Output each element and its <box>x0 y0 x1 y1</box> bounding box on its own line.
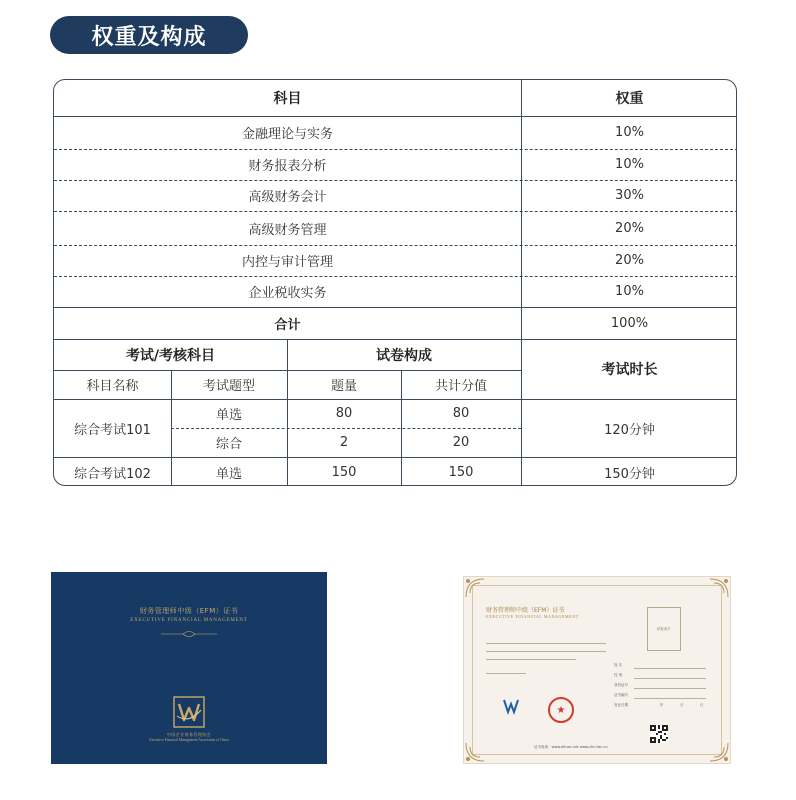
exam-type: 综合 <box>215 437 242 452</box>
exam-type: 单选 <box>215 466 242 482</box>
exam-score: 150 <box>448 464 474 480</box>
row-subject: 高级财务会计 <box>248 190 327 205</box>
header-exam-duration: 考试时长 <box>601 362 658 378</box>
row-subject: 高级财务管理 <box>248 222 327 238</box>
row-weight: 10% <box>615 157 644 172</box>
field-label: 证书编号 <box>614 693 628 697</box>
exam-score: 80 <box>452 406 470 421</box>
corner-ornament-icon <box>464 577 486 599</box>
exam-duration: 120分钟 <box>604 422 655 438</box>
exam-count: 2 <box>339 435 349 450</box>
cover-org-en: Executive Financial Management Association of China <box>149 738 229 742</box>
exam-score: 20 <box>452 435 470 450</box>
subheader-count: 题量 <box>330 379 357 394</box>
row-subject: 财务报表分析 <box>248 159 327 174</box>
photo-placeholder: 粘贴照片 <box>647 607 681 651</box>
total-label: 合计 <box>274 317 301 333</box>
red-seal-icon: ★ <box>548 697 574 723</box>
cover-org: 中国企业财务管理协会 <box>167 732 211 737</box>
weight-exam-table <box>53 79 737 486</box>
field-label: 姓 名 <box>614 663 623 667</box>
efm-logo-icon <box>173 696 205 728</box>
paper-footer: 证书查询：www.efmac.net www.cfm-fan.cn <box>534 745 608 749</box>
row-weight: 30% <box>615 188 644 203</box>
ornament-icon <box>159 629 219 639</box>
row-subject: 内控与审计管理 <box>241 255 333 270</box>
corner-ornament-icon <box>708 741 730 763</box>
cover-subtitle: EXECUTIVE FINANCIAL MANAGEMENT <box>130 618 248 623</box>
header-paper-structure: 试卷构成 <box>376 347 432 364</box>
exam-name: 综合考试101 <box>74 422 151 438</box>
section-title: 权重及构成 <box>50 16 248 54</box>
exam-count: 80 <box>335 406 353 421</box>
certificate-paper-image <box>463 576 731 764</box>
header-weight: 权重 <box>615 91 644 107</box>
total-weight: 100% <box>610 315 649 331</box>
subheader-type: 考试题型 <box>202 379 255 394</box>
exam-duration: 150分钟 <box>604 466 655 482</box>
row-weight: 20% <box>615 220 644 236</box>
corner-ornament-icon <box>464 741 486 763</box>
row-weight: 10% <box>615 284 644 299</box>
qr-code-icon <box>650 725 668 743</box>
efm-logo-icon <box>502 697 520 715</box>
header-exam-subjects: 考试/考核科目 <box>125 347 216 364</box>
field-label: 发证日期 <box>614 703 628 707</box>
field-label: 身份证号 <box>614 683 628 687</box>
row-subject: 金融理论与实务 <box>241 127 333 142</box>
subheader-name: 科目名称 <box>86 379 139 394</box>
row-subject: 企业税收实务 <box>248 286 327 301</box>
date-unit: 年 <box>660 703 664 707</box>
exam-type: 单选 <box>215 408 242 423</box>
field-label: 性 别 <box>614 673 623 677</box>
paper-title: 财务管理师中级（EFM）证书 <box>486 607 565 614</box>
date-unit: 日 <box>700 703 704 707</box>
certificate-cover-image <box>51 572 327 764</box>
exam-count: 150 <box>331 464 357 480</box>
row-weight: 20% <box>615 253 644 268</box>
exam-name: 综合考试102 <box>74 466 151 482</box>
date-unit: 月 <box>680 703 684 707</box>
header-subject: 科目 <box>273 91 302 107</box>
row-weight: 10% <box>615 125 644 140</box>
corner-ornament-icon <box>708 577 730 599</box>
subheader-score: 共计分值 <box>434 379 487 394</box>
paper-subtitle: EXECUTIVE FINANCIAL MANAGEMENT <box>486 614 579 619</box>
cover-title: 财务管理师中级（EFM）证书 <box>139 607 239 615</box>
